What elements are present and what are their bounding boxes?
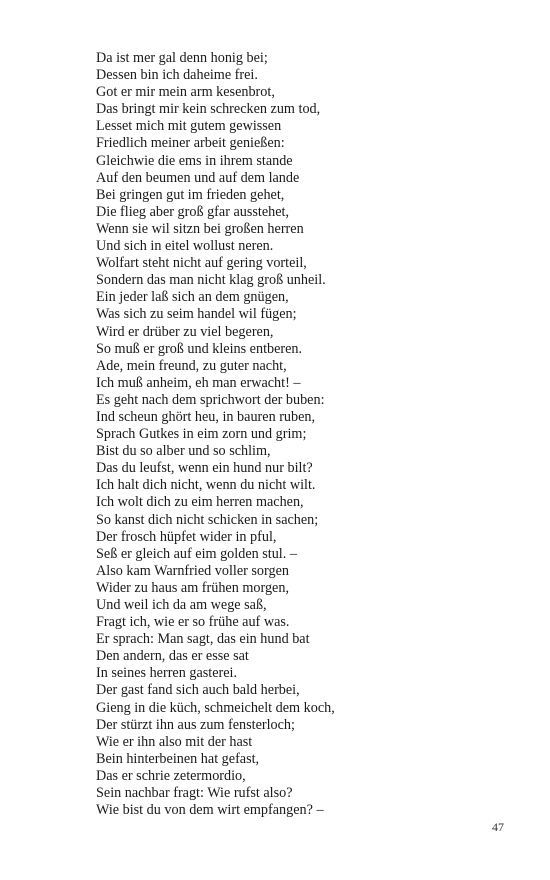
poem-line: Ade, mein freund, zu guter nacht, <box>96 357 287 374</box>
poem-line: Also kam Warnfried voller sorgen <box>96 562 289 579</box>
poem-line: Ind scheun ghört heu, in bauren ruben, <box>96 408 316 425</box>
poem-line: Gleichwie die ems in ihrem stande <box>96 152 293 169</box>
poem-line: Sprach Gutkes in eim zorn und grim; <box>96 426 307 443</box>
poem-line: So muß er groß und kleins entberen. <box>96 340 303 357</box>
poem-line: Das er schrie zetermordio, <box>96 767 246 784</box>
poem-line: Got er mir mein arm kesenbrot, <box>96 84 275 101</box>
poem-line: Das du leufst, wenn ein hund nur bilt? <box>96 460 313 477</box>
poem-line: Und weil ich da am wege saß, <box>96 597 267 613</box>
poem-line: Wie er ihn also mit der hast <box>96 733 253 750</box>
poem-line: Sein nachbar fragt: Wie rufst also? <box>96 785 293 802</box>
poem-line: In seines herren gasterei. <box>96 665 238 682</box>
poem-line: Bei gringen gut im frieden gehet, <box>96 186 285 203</box>
poem-line: Der gast fand sich auch bald herbei, <box>96 682 300 699</box>
poem-line: Ein jeder laß sich an dem gnügen, <box>96 289 289 306</box>
poem-line: Wie bist du von dem wirt empfangen? – <box>96 802 324 819</box>
poem-line: Dessen bin ich daheime frei. <box>96 67 258 84</box>
poem-line: Lesset mich mit gutem gewissen <box>96 118 282 135</box>
poem-line: Fragt ich, wie er so frühe auf was. <box>96 614 290 631</box>
poem-line: Sondern das man nicht klag groß unheil. <box>96 272 326 289</box>
poem-line: Gieng in die küch, schmeichelt dem koch, <box>96 699 335 716</box>
page-number: 47 <box>492 820 504 834</box>
poem-line: Was sich zu seim handel wil fügen; <box>96 306 297 323</box>
poem-line: Er sprach: Man sagt, das ein hund bat <box>96 631 310 648</box>
poem-line: Wider zu haus am frühen morgen, <box>96 579 289 596</box>
poem-line: Seß er gleich auf eim golden stul. – <box>96 545 297 562</box>
poem-line: Ich wolt dich zu eim herren machen, <box>96 494 304 511</box>
poem-line: Den andern, das er esse sat <box>96 648 249 665</box>
poem-line: Ich halt dich nicht, wenn du nicht wilt. <box>96 477 316 494</box>
poem-line: Das bringt mir kein schrecken zum tod, <box>96 101 321 118</box>
poem-line: Es geht nach dem sprichwort der buben: <box>96 391 325 408</box>
poem-line: Und sich in eitel wollust neren. <box>96 238 274 255</box>
poem-line: Wird er drüber zu viel begeren, <box>96 323 274 340</box>
poem-line: So kanst dich nicht schicken in sachen; <box>96 511 319 528</box>
poem-line: Der stürzt ihn aus zum fensterloch; <box>96 716 295 733</box>
poem-line: Bist du so alber und so schlim, <box>96 443 271 460</box>
poem-line: Da ist mer gal denn honig bei; <box>96 50 268 66</box>
poem-line: Bein hinterbeinen hat gefast, <box>96 750 260 767</box>
poem-text <box>96 50 496 819</box>
poem-line: Die flieg aber groß gfar ausstehet, <box>96 203 290 220</box>
poem-line: Wolfart steht nicht auf gering vorteil, <box>96 255 307 272</box>
poem-line: Der frosch hüpfet wider in pful, <box>96 528 277 545</box>
poem-line: Wenn sie wil sitzn bei großen herren <box>96 220 304 237</box>
poem-line: Friedlich meiner arbeit genießen: <box>96 135 285 152</box>
poem-line: Ich muß anheim, eh man erwacht! – <box>96 374 301 391</box>
poem-line: Auf den beumen und auf dem lande <box>96 169 300 186</box>
